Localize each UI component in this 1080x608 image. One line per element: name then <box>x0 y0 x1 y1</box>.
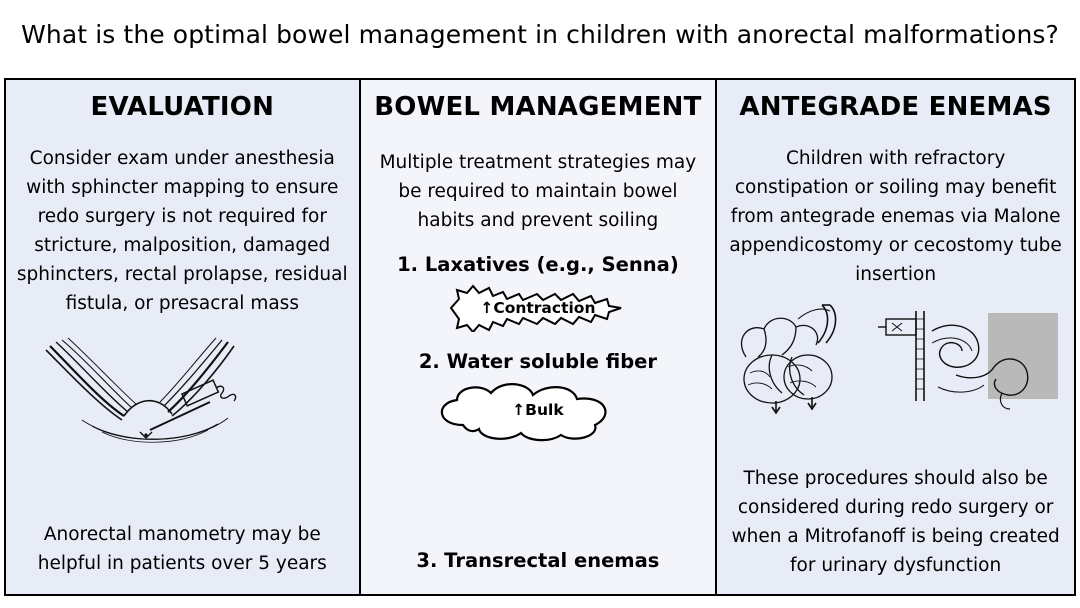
perineum-sphincter-mapping-illustration <box>6 328 359 458</box>
panel-bowel-management-intro: Multiple treatment strategies may be required to maintain bowel habits and prevent soiling <box>379 152 697 231</box>
panel-antegrade-enemas-intro: Children with refractory constipation or soiling may benefit from antegrade enemas via Malone appendicostomy or cecostomy tube insertion <box>729 148 1062 285</box>
contraction-label: ↑Contraction <box>480 299 596 317</box>
panel-antegrade-enemas-heading: ANTEGRADE ENEMAS <box>739 92 1052 122</box>
bulk-label: ↑Bulk <box>512 401 564 419</box>
treatment-item-2-label: 2. Water soluble fiber <box>418 350 657 373</box>
contraction-burst-shape <box>361 284 716 332</box>
antegrade-enema-illustrations <box>717 297 1074 417</box>
panel-bowel-management-heading: BOWEL MANAGEMENT <box>374 92 702 122</box>
panel-evaluation-heading: EVALUATION <box>90 92 275 122</box>
page-title: What is the optimal bowel management in children with anorectal malformations? <box>21 20 1059 49</box>
treatment-item-1-label: 1. Laxatives (e.g., Senna) <box>397 253 679 276</box>
panel-bowel-management <box>361 80 718 594</box>
panel-evaluation-intro: Consider exam under anesthesia with sphincter mapping to ensure redo surgery is not required for stricture, malposition, damaged sphincters, rectal prolapse, residual fistula, or presacral mass <box>16 148 348 314</box>
panel-antegrade-enemas-footnote: These procedures should also be considered during redo surgery or when a Mitrofanoff is being created for urinary dysfunction <box>731 468 1060 576</box>
panel-container <box>4 78 1076 596</box>
panel-antegrade-enemas <box>717 80 1074 594</box>
panel-evaluation <box>6 80 361 594</box>
panel-evaluation-footnote: Anorectal manometry may be helpful in patients over 5 years <box>37 524 327 574</box>
bulk-cloud-shape <box>361 381 716 443</box>
treatment-item-3-label: 3. Transrectal enemas <box>416 549 660 572</box>
